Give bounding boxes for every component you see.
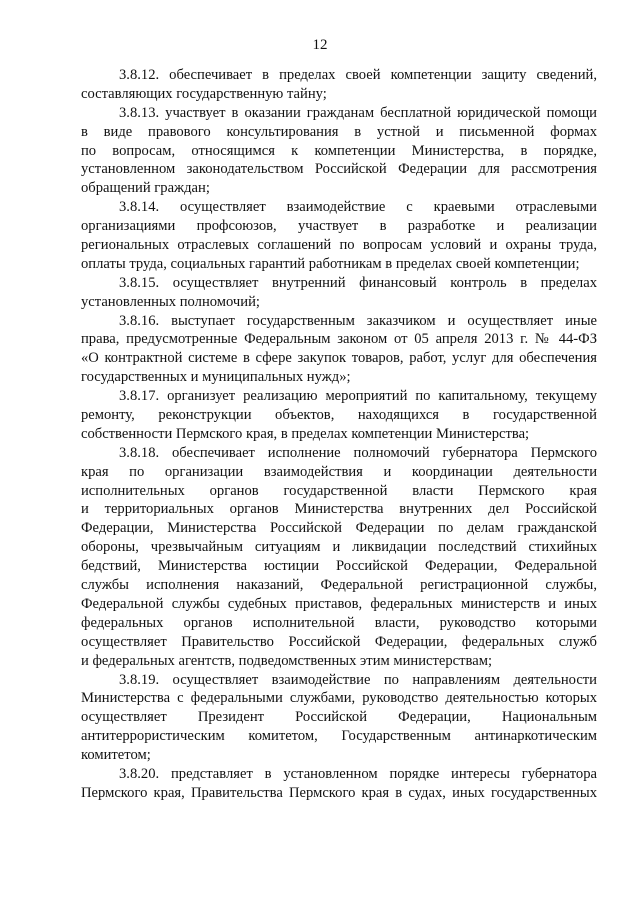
paragraph-3-8-20 <box>81 765 597 803</box>
text-line: права, предусмотренные Федеральным законом от 05 апреля 2013 г. № 44-ФЗ <box>81 331 597 348</box>
text-line: составляющих государственную тайну; <box>81 85 327 102</box>
text-line: в виде правового консультирования в устной и письменной формах <box>81 123 597 140</box>
text-line: 3.8.19. осуществляет взаимодействие по направлениям деятельности <box>119 671 597 688</box>
text-line: оплаты труда, социальных гарантий работникам в пределах своей компетенции; <box>81 255 580 272</box>
paragraph-3-8-14 <box>81 198 597 274</box>
text-line: ремонту, реконструкции объектов, находящихся в государственной <box>81 407 597 424</box>
text-line: государственных и муниципальных нужд»; <box>81 369 351 386</box>
text-line: 3.8.17. организует реализацию мероприятий по капитальному, текущему <box>119 388 597 405</box>
text-line: обращений граждан; <box>81 180 210 197</box>
text-line: Федерации, Министерства Российской Федерации по делам гражданской <box>81 520 597 537</box>
text-line: 3.8.13. участвует в оказании гражданам бесплатной юридической помощи <box>119 104 597 121</box>
text-line: исполнительных органов государственной власти Пермского края <box>81 482 597 499</box>
text-line: комитетом; <box>81 747 151 764</box>
text-line: установленном законодательством Российской Федерации для рассмотрения <box>81 161 597 178</box>
paragraph-3-8-13 <box>81 104 597 198</box>
text-line: и территориальных органов Министерства внутренних дел Российской <box>81 501 597 518</box>
text-line: федеральных органов исполнительной власти, руководство которыми <box>81 614 597 631</box>
paragraph-3-8-15 <box>81 274 597 312</box>
text-line: Министерства с федеральными службами, руководство деятельностью которых <box>81 690 597 707</box>
text-line: осуществляет Президент Российской Федерации, Национальным <box>81 709 597 726</box>
text-line: антитеррористическим комитетом, Государственным антинаркотическим <box>81 728 597 745</box>
paragraph-3-8-17 <box>81 387 597 444</box>
text-line: службы исполнения наказаний, Федеральной регистрационной службы, <box>81 577 597 594</box>
text-line: 3.8.15. осуществляет внутренний финансовый контроль в пределах <box>119 274 597 291</box>
page-number: 12 <box>312 37 328 53</box>
text-line: 3.8.16. выступает государственным заказчиком и осуществляет иные <box>119 312 597 329</box>
text-line: «О контрактной системе в сфере закупок товаров, работ, услуг для обеспечения <box>81 350 597 367</box>
document-body <box>81 66 597 803</box>
text-line: 3.8.20. представляет в установленном порядке интересы губернатора <box>119 765 597 782</box>
text-line: по вопросам, относящимся к компетенции Министерства, в порядке, <box>81 142 597 159</box>
paragraph-3-8-18 <box>81 444 597 671</box>
paragraph-3-8-19 <box>81 671 597 765</box>
paragraph-3-8-16 <box>81 312 597 388</box>
text-line: 3.8.18. обеспечивает исполнение полномочий губернатора Пермского <box>119 444 597 461</box>
text-line: и федеральных агентств, подведомственных этим министерствам; <box>81 652 492 669</box>
text-line: собственности Пермского края, в пределах компетенции Министерства; <box>81 425 530 442</box>
paragraph-3-8-12 <box>81 66 597 104</box>
text-line: установленных полномочий; <box>81 293 260 310</box>
text-line: бедствий, Министерства юстиции Российской Федерации, Федеральной <box>81 558 597 575</box>
text-line: Пермского края, Правительства Пермского края в судах, иных государственных <box>81 784 597 801</box>
text-line: региональных отраслевых соглашений по вопросам условий и охраны труда, <box>81 237 597 254</box>
text-line: 3.8.14. осуществляет взаимодействие с краевыми отраслевыми <box>119 199 597 216</box>
text-line: 3.8.12. обеспечивает в пределах своей компетенции защиту сведений, <box>119 67 597 83</box>
text-line: обороны, чрезвычайным ситуациям и ликвидации последствий стихийных <box>81 539 597 556</box>
text-line: Федеральной службы судебных приставов, федеральных министерств и иных <box>81 595 597 612</box>
text-line: края по организации взаимодействия и координации деятельности <box>81 463 597 480</box>
text-line: организациями профсоюзов, участвует в разработке и реализации <box>81 218 597 235</box>
text-line: осуществляет Правительство Российской Федерации, федеральных служб <box>81 633 597 650</box>
